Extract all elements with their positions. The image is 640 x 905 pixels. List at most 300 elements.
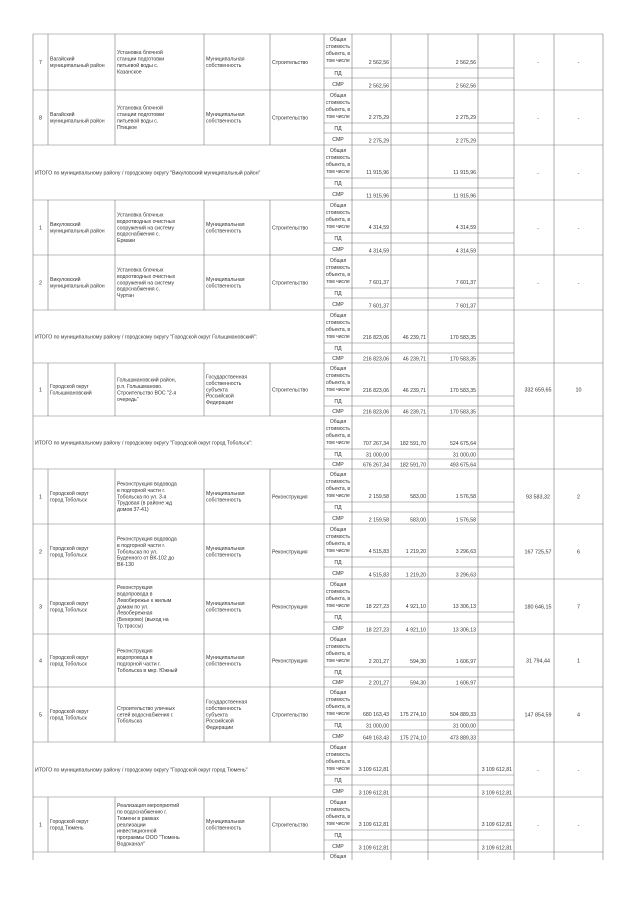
amount-total: 680 163,43 [363, 712, 389, 718]
stage-total-label: объекта, в [325, 327, 351, 333]
amount-extrabudget: 3 109 612,81 [481, 790, 512, 797]
object-count: 4 [577, 712, 580, 719]
amount-local: 2 562,56 [455, 60, 476, 66]
amount-federal: 583,00 [410, 517, 426, 524]
stage-smr-label: СМР [332, 462, 344, 468]
amount-total: 2 201,27 [368, 680, 389, 687]
work-type: Строительство [272, 60, 309, 66]
object-name: Реконструкция водовода [117, 481, 177, 488]
stage-smr-label: СМР [332, 680, 344, 686]
work-type: Строительство [272, 712, 309, 719]
object-name: водоснабжения с. [117, 286, 161, 293]
stage-total-label: объекта, в [325, 162, 351, 168]
amount-total: 2 201,27 [368, 659, 389, 665]
stage-pd-label: ПД [334, 670, 342, 676]
stage-total-label: стоимость [326, 479, 350, 485]
object-name: Строительство ВОС "2-я [117, 390, 177, 397]
object-name: водопровода в [117, 655, 153, 662]
amount-local: 170 583,35 [450, 356, 476, 363]
stage-total-label: стоимость [326, 100, 350, 106]
amount-total: 11 915,96 [366, 193, 389, 200]
ownership-type: собственность [206, 118, 242, 125]
amount-federal: 182 591,70 [400, 462, 426, 469]
amount-local: 473 889,33 [450, 735, 476, 742]
amount-extrabudget: 3 109 612,81 [481, 822, 512, 828]
amount-federal: 4 921,10 [405, 604, 426, 610]
amount-local: 4 314,59 [455, 225, 476, 231]
object-name: Ермаки [117, 238, 135, 245]
amount-federal: 4 921,10 [405, 627, 426, 634]
capacity-value: - [537, 822, 539, 829]
stage-smr-label: СМР [332, 734, 344, 740]
amount-total: 31 000,00 [365, 452, 389, 459]
object-name: Установка блочной [117, 50, 163, 57]
stage-total-label: том числе [326, 766, 350, 772]
amount-total: 3 109 612,81 [358, 845, 389, 852]
stage-total-label: Общая [329, 258, 347, 264]
object-name: станции подготовки [117, 112, 165, 119]
amount-total: 4 515,83 [368, 572, 389, 579]
stage-total-label: стоимость [326, 155, 350, 161]
object-count: 2 [577, 494, 580, 501]
work-type: Строительство [272, 822, 309, 829]
municipality-name: Викуловский [50, 222, 81, 229]
amount-local: 170 583,35 [450, 409, 476, 416]
stage-total-label: стоимость [326, 373, 350, 379]
stage-pd-label: ПД [334, 126, 342, 132]
row-number: 3 [39, 604, 42, 611]
stage-smr-label: СМР [332, 626, 344, 632]
stage-smr-label: СМР [332, 356, 344, 362]
municipality-name: муниципальный район [50, 228, 105, 235]
capacity-value: - [537, 280, 539, 287]
amount-local: 2 562,56 [455, 83, 476, 90]
stage-total-label: Общая [329, 690, 347, 696]
object-name: реализации [117, 822, 146, 829]
stage-total-label: Общая [329, 800, 347, 806]
amount-total: 7 601,37 [368, 280, 389, 286]
stage-smr-label: СМР [332, 247, 344, 253]
amount-total: 3 109 612,81 [358, 822, 389, 828]
stage-total-label: Общая [329, 527, 347, 533]
amount-total: 3 109 612,81 [358, 767, 389, 773]
capacity-value: - [537, 225, 539, 232]
section-total-title: ИТОГО по муниципальному району / городскому округу "Городской округ город Тобольск": [35, 440, 253, 447]
amount-federal: 175 274,10 [400, 735, 426, 742]
stage-total-label: объекта, в [325, 486, 351, 492]
amount-local: 170 583,35 [450, 335, 476, 341]
ownership-type: Российской [206, 718, 234, 725]
stage-smr-label: СМР [332, 571, 344, 577]
stage-total-label: стоимость [326, 534, 350, 540]
amount-total: 7 601,37 [368, 303, 389, 310]
amount-local: 13 306,13 [452, 604, 476, 610]
capacity-value: 332 659,65 [524, 387, 552, 394]
section-total-title: ИТОГО по муниципальному району / городскому округу "Городской округ город Тюмень" [35, 767, 248, 774]
amount-local: 170 583,35 [450, 388, 476, 394]
amount-federal: 1 219,20 [405, 549, 426, 555]
municipality-name: Вагайский [50, 112, 75, 119]
stage-total-label: объекта, в [325, 759, 351, 765]
object-name: подгорной части г. [117, 661, 161, 668]
object-name: Водоканал" [117, 841, 146, 848]
stage-total-label: том числе [326, 169, 350, 175]
stage-total-label: объекта, в [325, 704, 351, 710]
object-count: 10 [575, 387, 582, 394]
row-number: 1 [39, 822, 42, 829]
object-count: - [577, 280, 580, 287]
amount-local: 1 606,97 [455, 680, 476, 687]
capacity-value: - [537, 115, 539, 122]
stage-pd-label: ПД [334, 291, 342, 297]
ownership-type: Федерации [206, 725, 234, 732]
object-count: 7 [577, 604, 580, 611]
stage-total-label: Общая [329, 93, 347, 99]
stage-pd-label: ПД [334, 236, 342, 242]
object-name: Реконструкция [117, 648, 153, 655]
row-number: 5 [39, 712, 42, 719]
work-type: Реконструкция [272, 549, 308, 556]
object-name: Буденного от ВК-102 до [117, 555, 175, 562]
object-name: Строительство уличных [117, 705, 175, 712]
stage-pd-label: ПД [334, 833, 342, 839]
amount-local: 7 601,37 [455, 280, 476, 286]
object-name: водоотводных очистных [117, 218, 176, 225]
stage-total-label: объекта, в [325, 51, 351, 57]
stage-total-label: объекта, в [325, 380, 351, 386]
amount-local: 31 000,00 [452, 723, 476, 730]
municipality-name: Городской округ [50, 384, 89, 391]
amount-total: 18 227,23 [365, 604, 389, 610]
stage-smr-label: СМР [332, 844, 344, 850]
ownership-type: собственность [206, 228, 242, 235]
ownership-type: субъекта [206, 712, 228, 719]
municipality-name: Городской округ [50, 709, 89, 716]
stage-smr-label: СМР [332, 516, 344, 522]
stage-total-label: том числе [326, 548, 350, 554]
capacity-value: 31 794,44 [526, 658, 550, 665]
stage-smr-label: СМР [332, 192, 344, 198]
object-name: сооружений на систему [117, 280, 175, 287]
amount-total: 4 515,83 [368, 549, 389, 555]
amount-local: 504 889,33 [450, 712, 476, 718]
object-name: водоснабжения с. [117, 231, 161, 238]
stage-pd-label: ПД [334, 181, 342, 187]
object-name: Реконструкция [117, 585, 153, 592]
work-type: Строительство [272, 225, 309, 232]
municipality-name: Городской округ [50, 655, 89, 662]
ownership-type: собственность [206, 825, 242, 832]
object-count: - [577, 225, 580, 232]
row-number: 1 [39, 494, 42, 501]
amount-total: 2 159,58 [368, 517, 389, 524]
amount-total: 216 823,06 [363, 356, 389, 363]
amount-local: 31 000,00 [452, 452, 476, 459]
amount-federal: 594,30 [410, 659, 426, 665]
capacity-value: - [537, 60, 539, 66]
amount-total: 216 823,06 [363, 409, 389, 416]
stage-pd-label: ПД [334, 505, 342, 511]
object-name: сетей водоснабжения г. [117, 712, 174, 719]
ownership-type: собственность [206, 607, 242, 614]
amount-total: 707 267,34 [363, 441, 389, 447]
object-name: Реализация мероприятий [117, 803, 180, 810]
amount-local: 3 296,63 [455, 572, 476, 579]
stage-total-label: том числе [326, 821, 350, 827]
object-name: в подгорной части г. [117, 542, 166, 549]
amount-federal: 46 239,71 [402, 356, 426, 363]
work-type: Реконструкция [272, 494, 308, 501]
object-name: водоотводных очистных [117, 273, 176, 280]
object-name: Тобольска по ул. [117, 549, 158, 556]
stage-smr-label: СМР [332, 82, 344, 88]
stage-total-label: объекта, в [325, 272, 351, 278]
amount-total: 31 000,00 [365, 723, 389, 730]
municipality-name: город Тобольск [50, 715, 87, 722]
work-type: Реконструкция [272, 658, 308, 665]
capacity-value: - [537, 170, 539, 177]
municipality-name: Городской округ [50, 491, 89, 498]
object-name: станции подготовки [117, 56, 165, 63]
ownership-type: Муниципальная [206, 112, 245, 119]
stage-pd-label: ПД [334, 560, 342, 566]
object-name: Левобережье к жилым [117, 597, 172, 604]
object-name: Установка блочных [117, 212, 164, 219]
amount-total: 649 163,43 [363, 735, 389, 742]
ownership-type: Муниципальная [206, 546, 245, 553]
municipality-name: муниципальный район [50, 63, 105, 70]
municipality-name: город Тобольск [50, 497, 87, 504]
stage-total-label: том числе [326, 279, 350, 285]
municipality-name: город Тобольск [50, 552, 87, 559]
ownership-type: Федерации [206, 400, 234, 407]
amount-local: 1 606,97 [455, 659, 476, 665]
amount-federal: 46 239,71 [402, 388, 426, 394]
object-count: - [577, 60, 580, 66]
amount-federal: 46 239,71 [402, 409, 426, 416]
section-total-title: ИТОГО по муниципальному району / городскому округу "Викуловский муниципальный район" [35, 170, 261, 177]
stage-total-label: объекта, в [325, 541, 351, 547]
stage-total-label: том числе [326, 224, 350, 230]
stage-pd-label: ПД [334, 399, 342, 405]
object-name: в подгорной части г. [117, 487, 166, 494]
capacity-value: 180 646,15 [524, 604, 552, 611]
amount-federal: 594,30 [410, 680, 426, 687]
municipality-name: муниципальный район [50, 118, 105, 125]
stage-total-label: стоимость [326, 807, 350, 813]
work-type: Строительство [272, 280, 309, 287]
stage-pd-label: ПД [334, 778, 342, 784]
object-name: Голышмановский район, [117, 377, 177, 384]
stage-total-label: стоимость [326, 265, 350, 271]
work-type: Реконструкция [272, 604, 308, 611]
amount-local: 1 576,58 [455, 494, 476, 500]
amount-extrabudget: 3 109 612,81 [481, 845, 512, 852]
work-type: Строительство [272, 115, 309, 122]
object-count: - [577, 115, 580, 122]
object-name: Чуртан [117, 293, 134, 300]
ownership-type: собственность [206, 63, 242, 70]
row-number: 1 [39, 225, 42, 232]
object-name: питьевой воды с. [117, 118, 159, 125]
amount-federal: 175 274,10 [400, 712, 426, 718]
amount-extrabudget: 3 109 612,81 [481, 767, 512, 773]
amount-local: 1 576,58 [455, 517, 476, 524]
ownership-type: субъекта [206, 387, 228, 394]
municipality-name: город Тобольск [50, 661, 87, 668]
stage-total-label: Общая [329, 637, 347, 643]
object-name: программы ООО "Тюмень [117, 835, 180, 842]
stage-smr-label: СМР [332, 789, 344, 795]
capacity-value: - [537, 767, 539, 774]
object-count: 1 [577, 658, 580, 665]
amount-local: 11 915,96 [453, 170, 476, 176]
municipality-name: Голышмановский [50, 390, 92, 397]
municipality-name: город Тобольск [50, 607, 87, 614]
object-name: Тобольска [117, 718, 142, 725]
stage-total-label: стоимость [326, 752, 350, 758]
row-number: 1 [39, 387, 42, 394]
row-number: 2 [39, 280, 42, 287]
stage-total-label: объекта, в [325, 217, 351, 223]
object-name: Тобольска в мкр. Южный [117, 667, 178, 674]
object-name: ВК-130 [117, 562, 134, 569]
ownership-type: Муниципальная [206, 277, 245, 284]
amount-local: 2 275,29 [455, 138, 476, 145]
ownership-type: собственность [206, 497, 242, 504]
stage-total-label-cut: Общая [329, 854, 347, 860]
object-name: Установка блочных [117, 267, 164, 274]
stage-total-label: стоимость [326, 320, 350, 326]
object-count: 6 [577, 549, 580, 556]
object-name: Тр.трассы) [117, 623, 143, 630]
amount-local: 2 275,29 [455, 115, 476, 121]
ownership-type: Муниципальная [206, 56, 245, 63]
ownership-type: собственность [206, 283, 242, 290]
object-name: Трудовая (в районе жд [117, 500, 173, 507]
stage-total-label: стоимость [326, 210, 350, 216]
object-name: домам по ул. [117, 604, 149, 611]
stage-total-label: стоимость [326, 644, 350, 650]
object-name: Тобольска по ул. 3-я [117, 494, 167, 501]
ownership-type: собственность [206, 705, 242, 712]
stage-total-label: том числе [326, 58, 350, 64]
amount-local: 3 296,63 [455, 549, 476, 555]
amount-total: 4 314,59 [368, 225, 389, 231]
municipality-name: Городской округ [50, 819, 89, 826]
amount-total: 676 267,34 [363, 462, 389, 469]
work-type: Строительство [272, 387, 309, 394]
amount-total: 4 314,59 [368, 248, 389, 255]
stage-total-label: объекта, в [325, 433, 351, 439]
object-count: - [577, 822, 580, 829]
stage-pd-label: ПД [334, 71, 342, 77]
stage-pd-label: ПД [334, 723, 342, 729]
object-name: Птицкое [117, 124, 138, 131]
amount-total: 2 562,56 [368, 83, 389, 90]
municipality-name: Городской округ [50, 601, 89, 608]
ownership-type: Муниципальная [206, 655, 245, 662]
capacity-value: 167 725,57 [524, 549, 552, 556]
stage-pd-label: ПД [334, 615, 342, 621]
amount-total: 18 227,23 [365, 627, 389, 634]
object-name: Тюмени в рамках [117, 815, 159, 822]
stage-total-label: том числе [326, 114, 350, 120]
stage-total-label: Общая [329, 203, 347, 209]
capacity-value: 147 854,59 [524, 712, 552, 719]
object-name: (Бехерово) (выход на [117, 617, 169, 624]
row-number: 7 [39, 60, 42, 66]
municipality-name: Городской округ [50, 546, 89, 553]
amount-total: 2 275,29 [368, 138, 389, 145]
stage-total-label: том числе [326, 440, 350, 446]
amount-total: 11 915,96 [366, 170, 389, 176]
object-name: Реконструкция водовода [117, 536, 177, 543]
capacity-value: 93 583,32 [526, 494, 550, 501]
stage-total-label: Общая [329, 745, 347, 751]
stage-total-label: том числе [326, 493, 350, 499]
ownership-type: Муниципальная [206, 222, 245, 229]
municipality-name: Вагайский [50, 56, 75, 63]
ownership-type: Государственная [206, 374, 248, 381]
municipality-name: Викуловский [50, 277, 81, 284]
ownership-type: собственность [206, 661, 242, 668]
amount-total: 2 275,29 [368, 115, 389, 121]
ownership-type: собственность [206, 552, 242, 559]
object-name: Казанское [117, 69, 142, 76]
stage-smr-label: СМР [332, 302, 344, 308]
stage-pd-label: ПД [334, 346, 342, 352]
stage-total-label: Общая [329, 148, 347, 154]
stage-total-label: Общая [329, 366, 347, 372]
object-name: очередь" [117, 396, 139, 403]
ownership-type: Муниципальная [206, 601, 245, 608]
amount-total: 2 562,56 [368, 60, 389, 66]
amount-local: 13 306,13 [452, 627, 476, 634]
stage-total-label: объекта, в [325, 814, 351, 820]
object-name: питьевой воды с. [117, 63, 159, 70]
stage-total-label: Общая [329, 313, 347, 319]
object-name: по водоснабжению г. [117, 809, 167, 816]
stage-smr-label: СМР [332, 409, 344, 415]
stage-total-label: стоимость [326, 426, 350, 432]
ownership-type: Российской [206, 393, 234, 400]
object-name: Левобережная [117, 610, 153, 617]
amount-total: 216 823,06 [363, 335, 389, 341]
amount-local: 493 675,64 [450, 462, 476, 469]
row-number: 8 [39, 115, 42, 122]
stage-total-label: Общая [329, 37, 347, 43]
stage-total-label: Общая [329, 472, 347, 478]
stage-total-label: том числе [326, 334, 350, 340]
ownership-type: Муниципальная [206, 491, 245, 498]
amount-federal: 583,00 [410, 494, 426, 500]
amount-local: 524 675,64 [450, 441, 476, 447]
amount-local: 7 601,37 [455, 303, 476, 310]
amount-total: 3 109 612,81 [358, 790, 389, 797]
stage-total-label: Общая [329, 582, 347, 588]
stage-total-label: объекта, в [325, 596, 351, 602]
amount-total: 2 159,58 [368, 494, 389, 500]
amount-federal: 46 239,71 [402, 335, 426, 341]
stage-total-label: стоимость [326, 44, 350, 50]
amount-federal: 1 219,20 [405, 572, 426, 579]
stage-total-label: том числе [326, 603, 350, 609]
row-number: 2 [39, 549, 42, 556]
stage-smr-label: СМР [332, 137, 344, 143]
stage-pd-label: ПД [334, 452, 342, 458]
stage-total-label: стоимость [326, 697, 350, 703]
